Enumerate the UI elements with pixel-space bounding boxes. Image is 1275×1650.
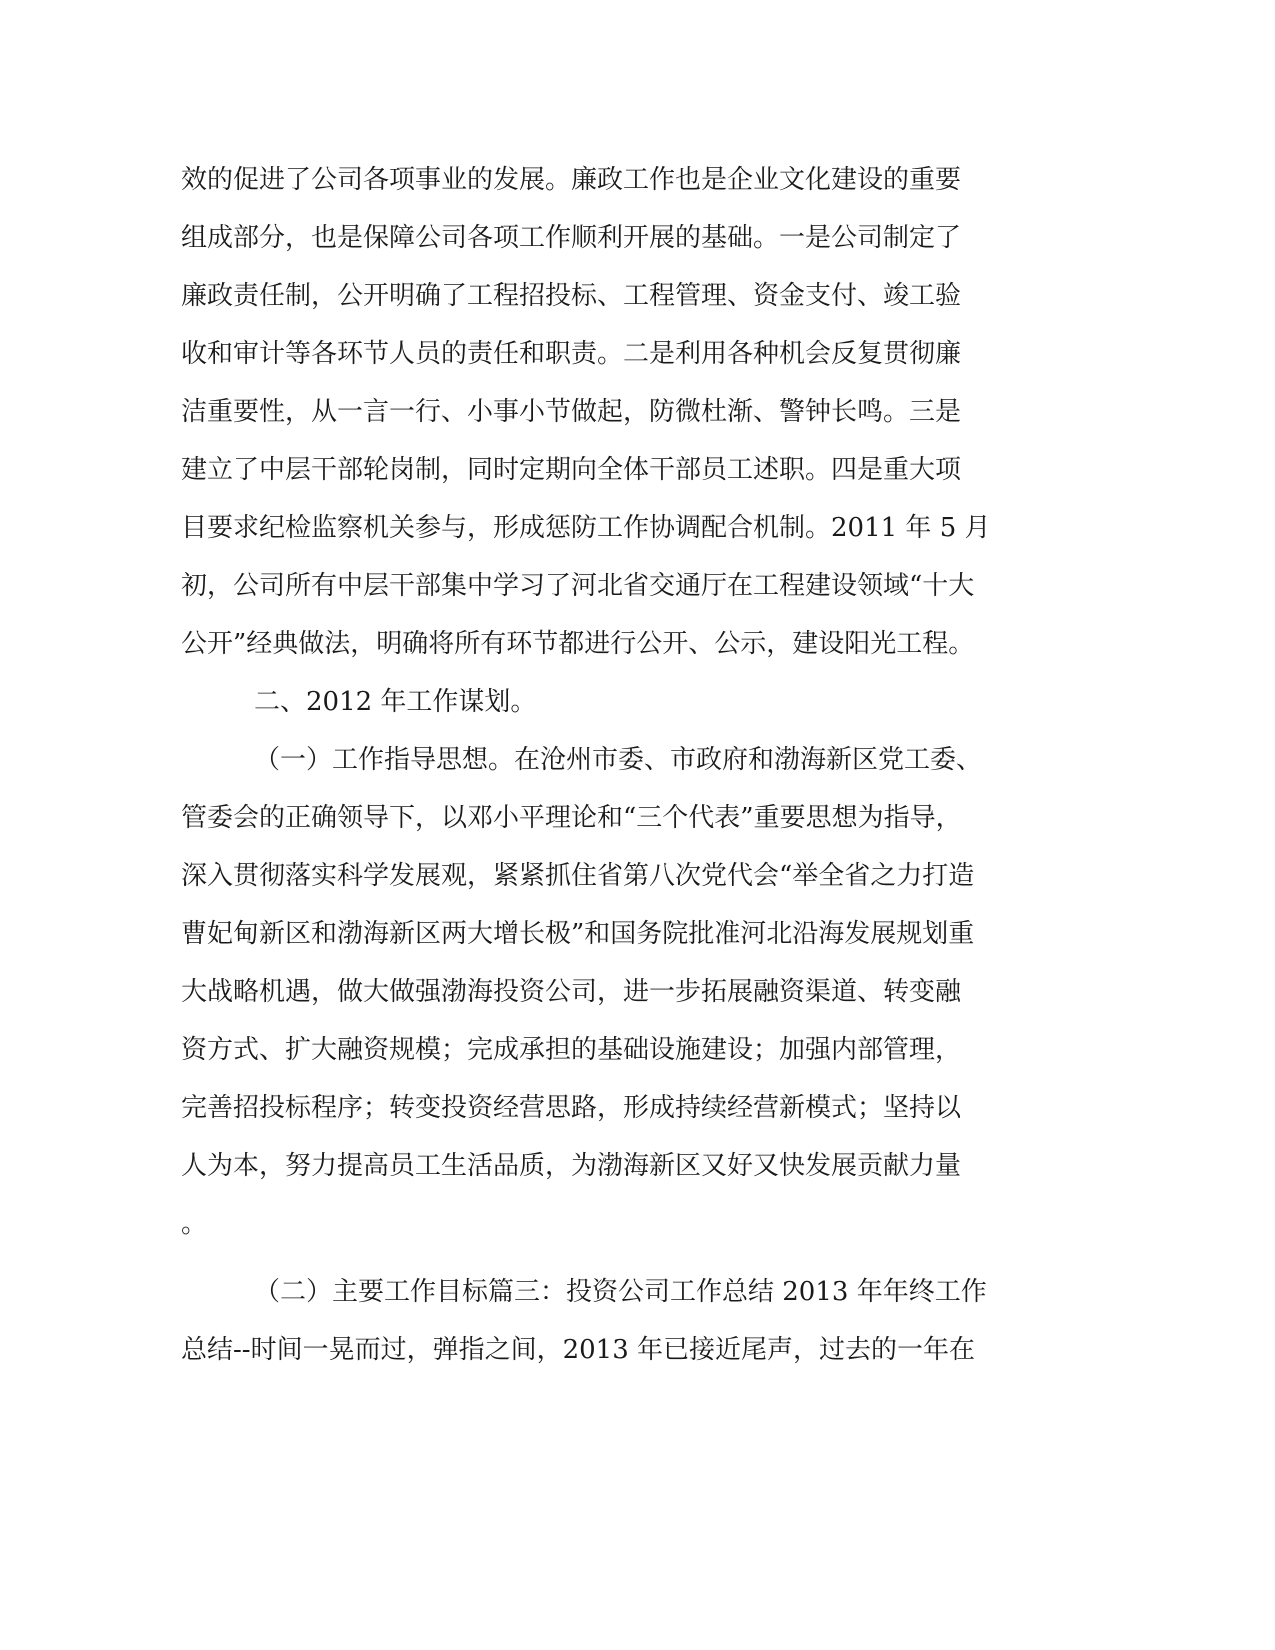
paragraph-line: 曹妃甸新区和渤海新区两大增长极”和国务院批准河北沿海发展规划重 bbox=[181, 919, 975, 949]
subsection-heading-line: （二）主要工作目标篇三：投资公司工作总结 2013 年年终工作 bbox=[254, 1277, 987, 1307]
paragraph-line: 组成部分，也是保障公司各项工作顺利开展的基础。一是公司制定了 bbox=[181, 223, 962, 253]
paragraph-line: 。 bbox=[181, 1209, 208, 1239]
subsection-heading-line: （一）工作指导思想。在沧州市委、市政府和渤海新区党工委、 bbox=[254, 745, 983, 775]
paragraph-line: 目要求纪检监察机关参与，形成惩防工作协调配合机制。2011 年 5 月 bbox=[181, 513, 991, 543]
paragraph-line: 管委会的正确领导下，以邓小平理论和“三个代表”重要思想为指导， bbox=[181, 803, 962, 833]
paragraph-line: 洁重要性，从一言一行、小事小节做起，防微杜渐、警钟长鸣。三是 bbox=[181, 397, 962, 427]
paragraph-line: 完善招投标程序；转变投资经营思路，形成持续经营新模式；坚持以 bbox=[181, 1093, 962, 1123]
section-heading: 二、2012 年工作谋划。 bbox=[254, 687, 537, 717]
paragraph-line: 总结--时间一晃而过，弹指之间，2013 年已接近尾声，过去的一年在 bbox=[181, 1335, 976, 1365]
paragraph-line: 廉政责任制，公开明确了工程招投标、工程管理、资金支付、竣工验 bbox=[181, 281, 962, 311]
paragraph-line: 建立了中层干部轮岗制，同时定期向全体干部员工述职。四是重大项 bbox=[181, 455, 962, 485]
paragraph-line: 资方式、扩大融资规模；完成承担的基础设施建设；加强内部管理， bbox=[181, 1035, 962, 1065]
paragraph-line: 初，公司所有中层干部集中学习了河北省交通厅在工程建设领域“十大 bbox=[181, 571, 975, 601]
paragraph-line: 深入贯彻落实科学发展观，紧紧抓住省第八次党代会“举全省之力打造 bbox=[181, 861, 975, 891]
paragraph-line: 收和审计等各环节人员的责任和职责。二是利用各种机会反复贯彻廉 bbox=[181, 339, 962, 369]
paragraph-line: 效的促进了公司各项事业的发展。廉政工作也是企业文化建设的重要 bbox=[181, 165, 962, 195]
paragraph-line: 大战略机遇，做大做强渤海投资公司，进一步拓展融资渠道、转变融 bbox=[181, 977, 962, 1007]
paragraph-line: 公开”经典做法，明确将所有环节都进行公开、公示，建设阳光工程。 bbox=[181, 629, 975, 659]
paragraph-line: 人为本，努力提高员工生活品质，为渤海新区又好又快发展贡献力量 bbox=[181, 1151, 962, 1181]
